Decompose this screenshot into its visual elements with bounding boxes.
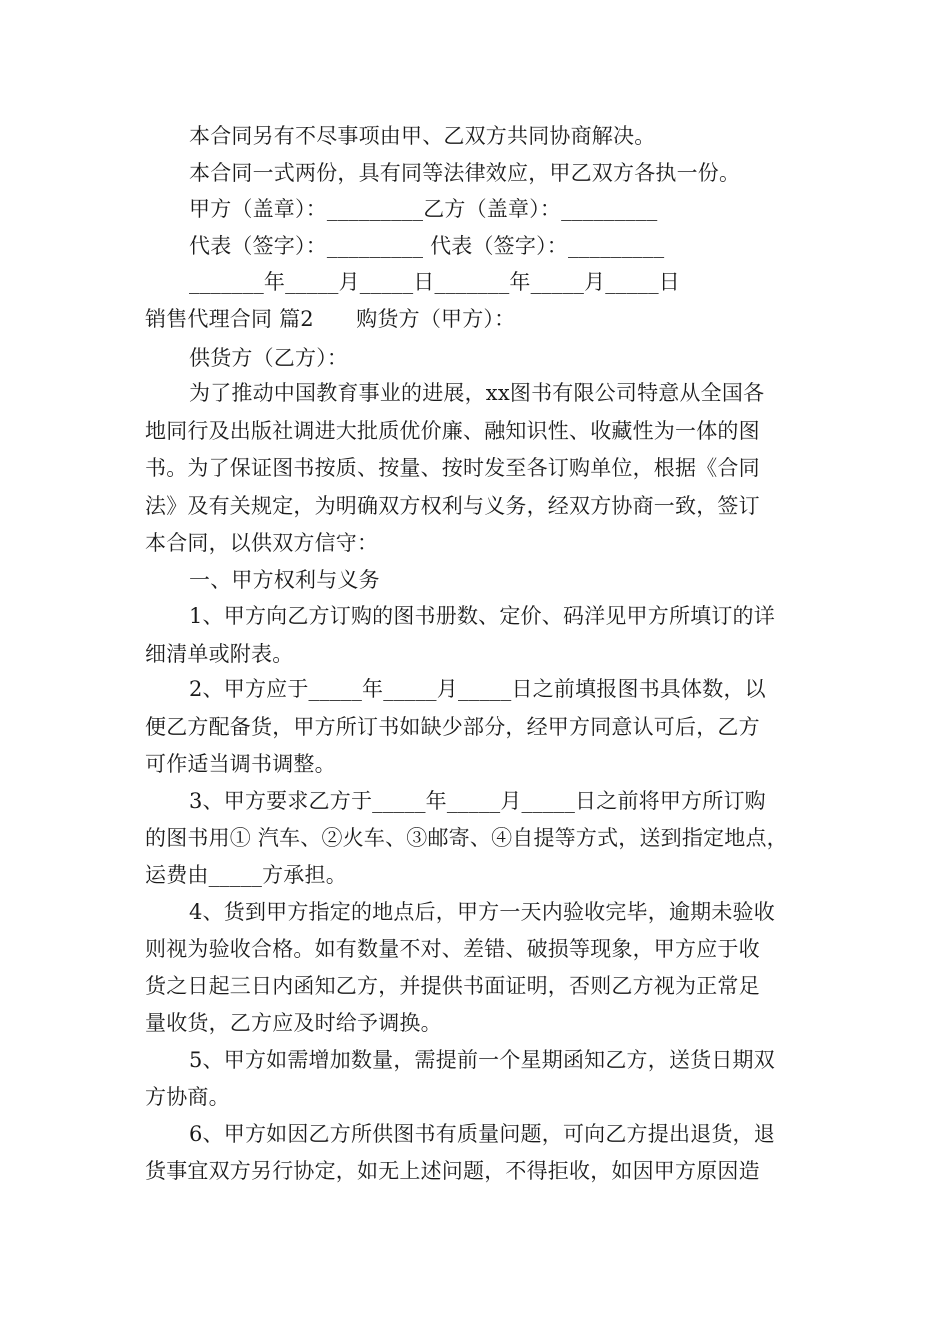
text-line: 为了推动中国教育事业的进展，xx图书有限公司特意从全国各 <box>189 381 765 405</box>
text-line: 本合同，以供双方信守： <box>145 531 379 555</box>
text-line: 1、甲方向乙方订购的图书册数、定价、码洋见甲方所填订的详 <box>189 604 775 628</box>
text-line: 2、甲方应于_____年_____月_____日之前填报图书具体数，以 <box>189 677 766 701</box>
text-line: 则视为验收合格。如有数量不对、差错、破损等现象，甲方应于收 <box>145 937 760 961</box>
text-line: 的图书用① 汽车、②火车、③邮寄、④自提等方式，送到指定地点， <box>145 826 788 850</box>
text-line: 5、甲方如需增加数量，需提前一个星期函知乙方，送货日期双 <box>189 1048 775 1072</box>
text-line: 书。为了保证图书按质、按量、按时发至各订购单位，根据《合同 <box>145 456 760 480</box>
text-line: 本合同另有不尽事项由甲、乙双方共同协商解决。 <box>189 124 656 148</box>
text-line: 细清单或附表。 <box>145 642 294 666</box>
text-line: 量收货，乙方应及时给予调换。 <box>145 1011 442 1035</box>
section-heading: 销售代理合同 篇2 购货方（甲方）： <box>145 307 516 331</box>
text-line: 地同行及出版社调进大批质优价廉、融知识性、收藏性为一体的图 <box>145 419 760 443</box>
text-line: 货之日起三日内函知乙方，并提供书面证明，否则乙方视为正常足 <box>145 974 760 998</box>
text-line: 4、货到甲方指定的地点后，甲方一天内验收完毕，逾期未验收 <box>189 900 775 924</box>
text-line: 供货方（乙方）： <box>189 346 349 370</box>
text-line: 本合同一式两份，具有同等法律效应，甲乙双方各执一份。 <box>189 161 741 185</box>
text-line: 6、甲方如因乙方所供图书有质量问题，可向乙方提出退货，退 <box>189 1122 775 1146</box>
text-line: 便乙方配备货，甲方所订书如缺少部分，经甲方同意认可后，乙方 <box>145 715 760 739</box>
text-line: 可作适当调书调整。 <box>145 752 336 776</box>
signature-line: 代表（签字）：_________ 代表（签字）：_________ <box>189 234 665 258</box>
date-line: _______年_____月_____日_______年_____月_____日 <box>189 270 680 294</box>
text-line: 方协商。 <box>145 1085 230 1109</box>
text-line: 货事宜双方另行协定，如无上述问题，不得拒收，如因甲方原因造 <box>145 1159 760 1183</box>
text-line: 法》及有关规定，为明确双方权利与义务，经双方协商一致，签订 <box>145 494 760 518</box>
clause-heading: 一、甲方权利与义务 <box>189 568 380 592</box>
text-line: 运费由_____方承担。 <box>145 863 347 887</box>
signature-line: 甲方（盖章）：_________乙方（盖章）：_________ <box>189 197 658 221</box>
text-line: 3、甲方要求乙方于_____年_____月_____日之前将甲方所订购 <box>189 789 766 813</box>
